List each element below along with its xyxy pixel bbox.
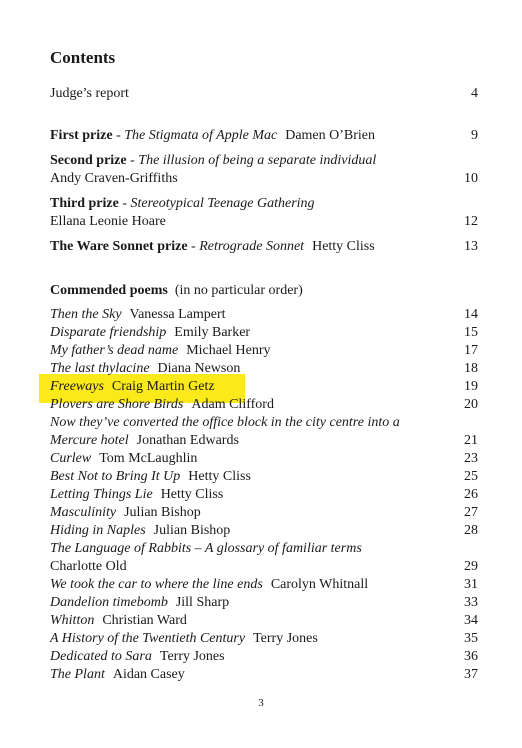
poem-author: Terry Jones [253,631,318,646]
entry-page: 10 [464,171,478,186]
poem-title: Retrograde Sonnet [199,239,305,254]
poem-title: Letting Things Lie [50,487,153,502]
poem-title: Disparate friendship [50,325,167,340]
poem-author: Julian Bishop [124,505,201,520]
entry-page: 36 [464,649,478,664]
list-item-highlighted[interactable] [50,378,478,396]
poem-author: Diana Newson [157,361,241,376]
poem-title: Masculinity [50,505,117,520]
poem-author: Hetty Cliss [188,469,251,484]
list-item[interactable] [50,360,478,378]
entry-page: 25 [464,469,478,484]
list-item[interactable] [50,540,478,558]
poem-title: The illusion of being a separate individual [138,153,377,168]
entry-page: 26 [464,487,478,502]
list-item[interactable] [50,306,478,324]
poem-title: The Stigmata of Apple Mac [124,128,278,143]
poem-author: Ellana Leonie Hoare [50,214,166,229]
poem-title: The Language of Rabbits – A glossary of familiar terms [50,541,362,556]
page-number: 3 [258,697,264,709]
prize-separator: - [187,239,200,254]
entry-page: 35 [464,631,478,646]
list-item[interactable] [50,612,478,630]
poem-author: Adam Clifford [191,397,274,412]
prize-separator: - [112,128,125,143]
poem-author: Carolyn Whitnall [270,577,369,592]
poem-author: Hetty Cliss [312,239,375,254]
poem-author: Hetty Cliss [160,487,224,502]
list-item[interactable] [50,504,478,522]
poem-title: The Plant [50,667,105,682]
poem-author: Tom McLaughlin [99,451,198,466]
poem-author: Emily Barker [174,325,251,340]
toc-entry-third-prize[interactable] [50,195,478,213]
entry-page: 31 [464,577,478,592]
poem-author: Andy Craven-Griffiths [50,171,178,186]
poem-author: Charlotte Old [50,559,127,574]
entry-page: 15 [464,325,478,340]
contents-page [50,0,478,748]
toc-entry-ware-sonnet-prize[interactable] [50,238,478,256]
list-item[interactable] [50,468,478,486]
prize-label: Third prize [50,196,119,211]
entry-page: 18 [464,361,478,376]
list-item[interactable] [50,630,478,648]
entry-page: 21 [464,433,478,448]
list-item[interactable] [50,324,478,342]
entry-page: 14 [464,307,478,322]
list-item[interactable] [50,342,478,360]
poem-title-continued: Mercure hotel [50,433,129,448]
entry-label: Judge’s report [50,86,129,101]
prize-label: The Ware Sonnet prize [50,239,188,254]
poem-author: Damen O’Brien [285,128,376,143]
list-item[interactable] [50,486,478,504]
poem-title: Whitton [50,613,95,628]
poem-author: Michael Henry [186,343,271,358]
poem-title: Stereotypical Teenage Gathering [130,196,315,211]
poem-title: A History of the Twentieth Century [50,631,246,646]
poem-title: Plovers are Shore Birds [50,397,184,412]
poem-title: Now they’ve converted the office block in the city centre into a [50,415,400,430]
list-item[interactable] [50,414,478,432]
prize-separator: - [126,153,139,168]
poem-author: Craig Martin Getz [111,379,215,394]
entry-page: 28 [464,523,478,538]
list-item[interactable] [50,594,478,612]
entry-page: 20 [464,397,478,412]
section-note: (in no particular order) [174,283,303,298]
poem-title: Dandelion timebomb [50,595,168,610]
section-heading-commended [50,282,478,300]
toc-entry-first-prize[interactable] [50,127,478,145]
poem-title: Then the Sky [50,307,122,322]
poem-author: Aidan Casey [112,667,185,682]
poem-author: Jonathan Edwards [136,433,239,448]
page-title: Contents [50,48,116,67]
entry-page: 29 [464,559,478,574]
toc-entry-judges-report[interactable] [50,85,478,103]
toc-entry-third-prize-author[interactable] [50,213,478,231]
entry-page: 33 [464,595,478,610]
section-label: Commended poems [50,283,168,298]
poem-title: My father’s dead name [50,343,179,358]
entry-page: 12 [464,214,478,229]
prize-label: First prize [50,128,113,143]
list-item-continuation[interactable] [50,558,478,576]
entry-page: 13 [464,239,478,254]
entry-page: 23 [464,451,478,466]
toc-entry-second-prize-author[interactable] [50,170,478,188]
entry-page: 19 [464,379,478,394]
entry-page: 17 [464,343,478,358]
list-item[interactable] [50,522,478,540]
list-item-continuation[interactable] [50,432,478,450]
entry-page: 9 [471,128,478,143]
poem-author: Vanessa Lampert [129,307,226,322]
poem-title: Freeways [50,379,104,394]
poem-title: Hiding in Naples [50,523,146,538]
poem-author: Jill Sharp [175,595,230,610]
poem-author: Julian Bishop [153,523,231,538]
poem-title: Curlew [50,451,92,466]
list-item[interactable] [50,666,478,684]
entry-page: 37 [464,667,478,682]
poem-title: The last thylacine [50,361,150,376]
list-item[interactable] [50,576,478,594]
entry-page: 34 [464,613,478,628]
list-item[interactable] [50,648,478,666]
poem-title: Best Not to Bring It Up [50,469,181,484]
prize-label: Second prize [50,153,127,168]
list-item[interactable] [50,450,478,468]
toc-entry-second-prize[interactable] [50,152,478,170]
poem-author: Christian Ward [102,613,187,628]
poem-author: Terry Jones [159,649,225,664]
entry-page: 27 [464,505,478,520]
entry-page: 4 [471,86,478,101]
poem-title: Dedicated to Sara [50,649,152,664]
prize-separator: - [118,196,131,211]
list-item[interactable] [50,396,478,414]
poem-title: We took the car to where the line ends [50,577,263,592]
